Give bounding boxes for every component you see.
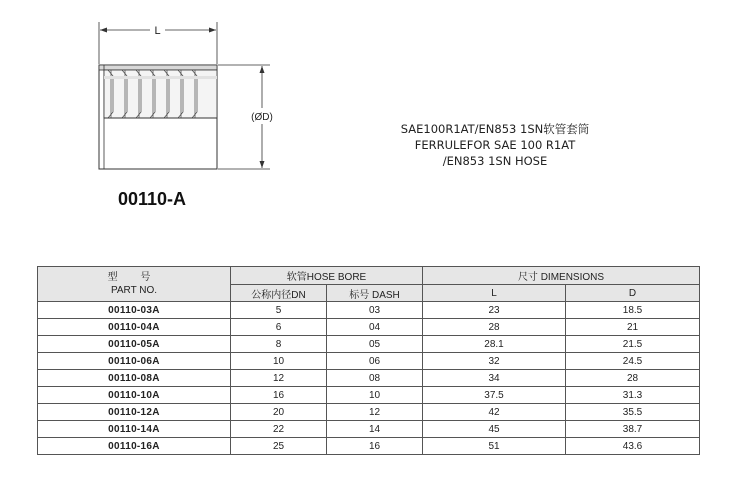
table-row [38, 421, 700, 438]
part-number-title: 00110-A [118, 189, 187, 209]
table-row [38, 302, 700, 319]
cell-dn: 12 [231, 370, 327, 387]
cell-dash: 06 [327, 353, 423, 370]
table-row [38, 353, 700, 370]
description-line-3: /EN853 1SN HOSE [442, 154, 548, 168]
cell-dn: 10 [231, 353, 327, 370]
cell-l: 45 [423, 421, 566, 438]
cell-d: 28 [566, 370, 700, 387]
cell-part: 00110-16A [38, 438, 231, 455]
diameter-label: (ØD) [251, 112, 273, 123]
cell-part: 00110-08A [38, 370, 231, 387]
cell-dash: 10 [327, 387, 423, 404]
cell-l: 28 [423, 319, 566, 336]
cell-dn: 22 [231, 421, 327, 438]
cell-dn: 6 [231, 319, 327, 336]
cell-l: 23 [423, 302, 566, 319]
diameter-dimension [218, 65, 273, 169]
cell-dash: 14 [327, 421, 423, 438]
table-row [38, 370, 700, 387]
table-row [38, 387, 700, 404]
header-dash: 标号 DASH [327, 285, 423, 302]
cell-d: 24.5 [566, 353, 700, 370]
spec-table [37, 266, 700, 455]
cell-part: 00110-12A [38, 404, 231, 421]
cell-d: 18.5 [566, 302, 700, 319]
cell-dash: 03 [327, 302, 423, 319]
cell-dn: 5 [231, 302, 327, 319]
cell-dn: 20 [231, 404, 327, 421]
length-label: L [154, 25, 161, 37]
description-line-1: SAE100R1AT/EN853 1SN软管套筒 [400, 122, 590, 136]
header-d: D [566, 285, 700, 302]
header-hose-bore: 软管HOSE BORE [231, 267, 423, 285]
cell-part: 00110-04A [38, 319, 231, 336]
header-part-no [38, 267, 231, 302]
cell-dn: 16 [231, 387, 327, 404]
cell-d: 35.5 [566, 404, 700, 421]
table-row [38, 336, 700, 353]
cell-l: 32 [423, 353, 566, 370]
cell-l: 42 [423, 404, 566, 421]
cell-part: 00110-05A [38, 336, 231, 353]
cell-part: 00110-14A [38, 421, 231, 438]
length-dimension [99, 22, 217, 64]
cell-l: 51 [423, 438, 566, 455]
cell-dash: 16 [327, 438, 423, 455]
cell-l: 28.1 [423, 336, 566, 353]
cell-d: 21 [566, 319, 700, 336]
cell-part: 00110-10A [38, 387, 231, 404]
header-part-en: PART NO. [110, 285, 158, 296]
cell-d: 21.5 [566, 336, 700, 353]
cell-dash: 08 [327, 370, 423, 387]
product-description [395, 121, 595, 169]
cell-d: 43.6 [566, 438, 700, 455]
table-row [38, 404, 700, 421]
cell-dash: 05 [327, 336, 423, 353]
header-part-cn: 型 号 [107, 272, 161, 283]
cell-l: 37.5 [423, 387, 566, 404]
header-dn: 公称内径DN [231, 285, 327, 302]
header-dimensions: 尺寸 DIMENSIONS [423, 267, 700, 285]
cell-dash: 12 [327, 404, 423, 421]
cell-d: 38.7 [566, 421, 700, 438]
table-row [38, 438, 700, 455]
cell-l: 34 [423, 370, 566, 387]
cell-part: 00110-03A [38, 302, 231, 319]
cell-dn: 8 [231, 336, 327, 353]
table-row [38, 319, 700, 336]
header-l: L [423, 285, 566, 302]
ferrule-body [99, 65, 217, 169]
cell-d: 31.3 [566, 387, 700, 404]
cell-dash: 04 [327, 319, 423, 336]
cell-part: 00110-06A [38, 353, 231, 370]
description-line-2: FERRULEFOR SAE 100 R1AT [414, 138, 576, 152]
cell-dn: 25 [231, 438, 327, 455]
